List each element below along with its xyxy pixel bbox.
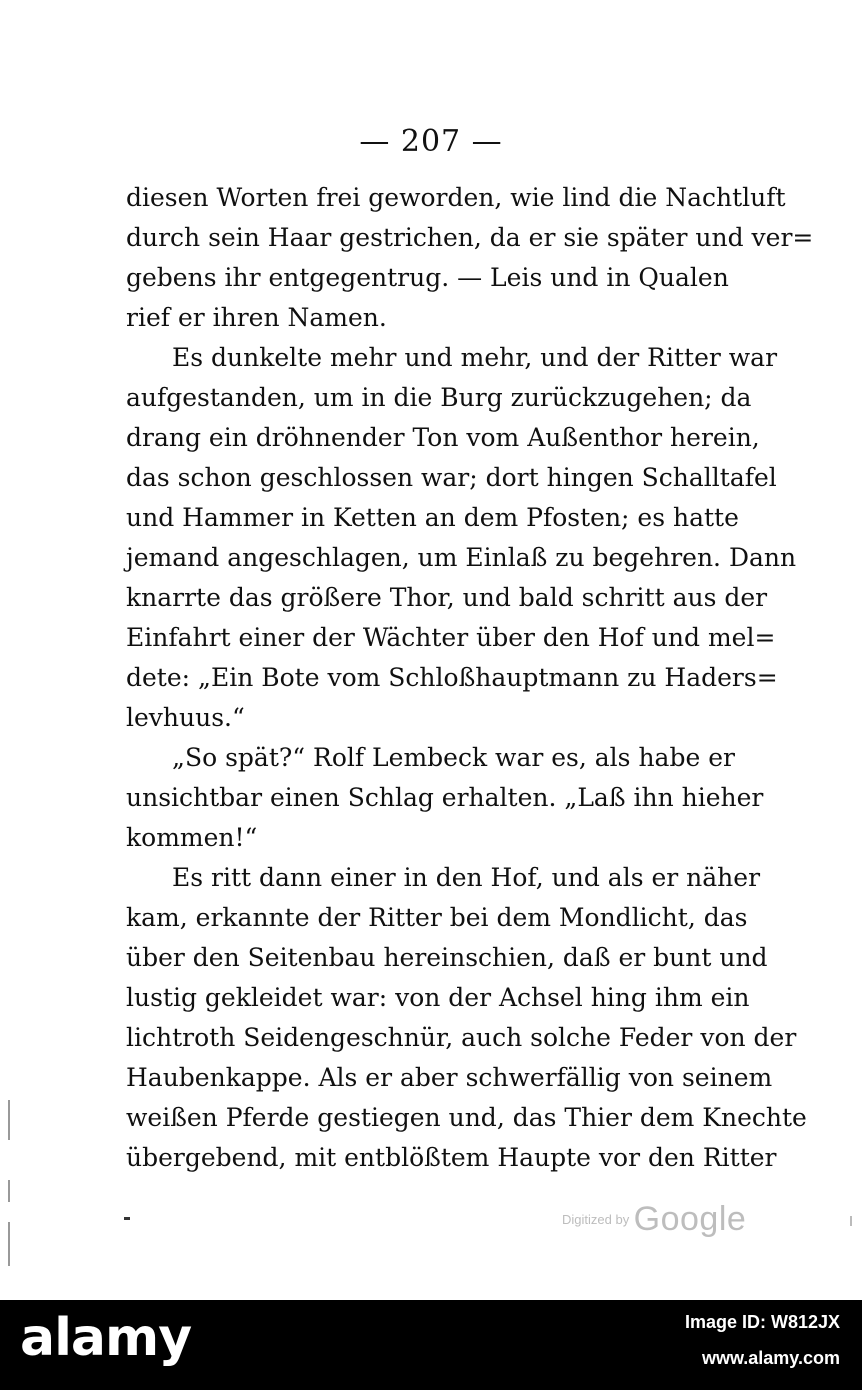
text-line: Es dunkelte mehr und mehr, und der Ritter war [172, 343, 778, 372]
text-line: aufgestanden, um in die Burg zurückzugehen; da [126, 383, 752, 412]
text-line: das schon geschlossen war; dort hingen Schalltafel [126, 463, 777, 492]
image-id: Image ID: W812JX [684, 1312, 840, 1332]
text-line: diesen Worten frei geworden, wie lind die Nachtluft [126, 183, 786, 212]
site-url: www.alamy.com [701, 1348, 840, 1368]
scan-speck [124, 1217, 130, 1220]
text-line: gebens ihr entgegentrug. — Leis und in Qualen [126, 263, 729, 292]
digitized-by-google-watermark [562, 1200, 746, 1239]
text-line: drang ein dröhnender Ton vom Außenthor herein, [126, 423, 760, 452]
google-logo: Google [633, 1200, 747, 1238]
text-line: Haubenkappe. Als er aber schwerfällig von seinem [126, 1063, 773, 1092]
text-line: dete: „Ein Bote vom Schloßhauptmann zu Haders= [126, 663, 778, 692]
text-line: Es ritt dann einer in den Hof, und als er näher [172, 863, 761, 892]
scan-edge-mark [8, 1180, 10, 1202]
alamy-logo: alamy [20, 1308, 192, 1368]
scan-edge-mark [8, 1222, 10, 1266]
text-line: kam, erkannte der Ritter bei dem Mondlicht, das [126, 903, 748, 932]
text-line: weißen Pferde gestiegen und, das Thier dem Knechte [126, 1103, 807, 1132]
text-line: und Hammer in Ketten an dem Pfosten; es hatte [126, 503, 739, 532]
scan-edge-mark [8, 1100, 10, 1140]
stock-footer-bar [0, 1300, 862, 1390]
text-line: lustig gekleidet war: von der Achsel hing ihm ein [126, 983, 750, 1012]
text-line: Einfahrt einer der Wächter über den Hof und mel= [126, 623, 776, 652]
text-line: rief er ihren Namen. [126, 303, 387, 332]
text-line: jemand angeschlagen, um Einlaß zu begehren. Dann [126, 543, 797, 572]
text-line: lichtroth Seidengeschnür, auch solche Feder von der [126, 1023, 797, 1052]
text-line: über den Seitenbau hereinschien, daß er bunt und [126, 943, 768, 972]
text-line: levhuus.“ [126, 703, 245, 732]
text-line: unsichtbar einen Schlag erhalten. „Laß ihn hieher [126, 783, 764, 812]
text-line: durch sein Haar gestrichen, da er sie später und ver= [126, 223, 814, 252]
body-text [126, 178, 814, 1178]
watermark-prefix: Digitized by [562, 1212, 630, 1227]
scan-speck [850, 1216, 852, 1226]
text-line: kommen!“ [126, 823, 258, 852]
text-line: knarrte das größere Thor, und bald schritt aus der [126, 583, 768, 612]
text-line: übergebend, mit entblößtem Haupte vor den Ritter [126, 1143, 777, 1172]
text-line: „So spät?“ Rolf Lembeck war es, als habe er [172, 743, 735, 772]
page-number: — 207 — [359, 124, 503, 159]
